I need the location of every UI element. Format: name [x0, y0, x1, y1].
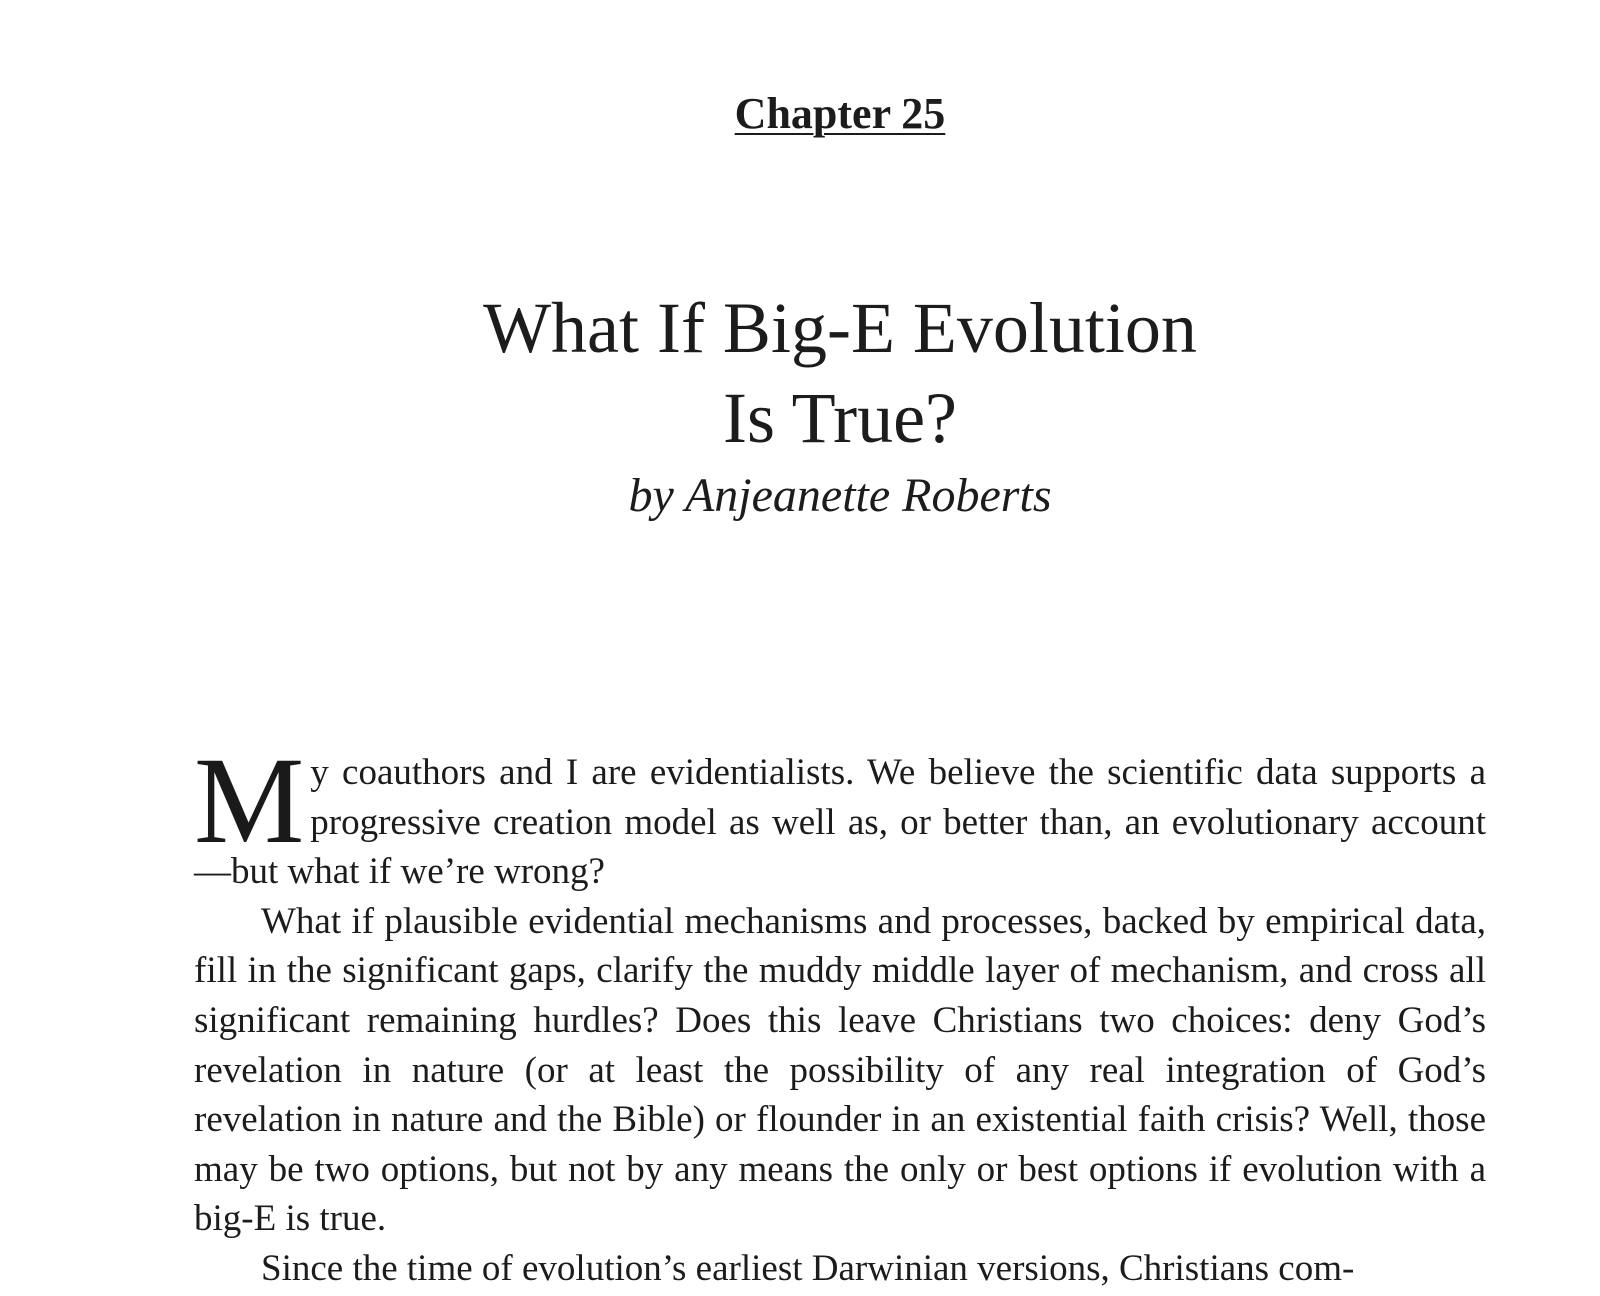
body-text	[194, 732, 1486, 1294]
paragraph-1-text: y coauthors and I are evidentialists. We believe the scientific data supports a progressive creation model as well as, or better than, an evolutionary account—but what if we’re wrong?	[194, 752, 1486, 893]
paragraph-3: Since the time of evolution’s earliest Darwinian versions, Christians com-	[261, 1247, 1355, 1289]
chapter-title	[0, 283, 1600, 463]
chapter-title-line-2: Is True?	[722, 378, 958, 458]
author-byline: by Anjeanette Roberts	[628, 469, 1052, 522]
chapter-title-line-1: What If Big-E Evolution	[483, 288, 1197, 368]
chapter-label: Chapter 25	[734, 89, 946, 138]
paragraph-2: What if plausible evidential mechanisms and processes, backed by empirical data, fill in the significant gaps, clarify the muddy middle layer of mechanism, and cross all significant remaining hurdles? Does this leave Christians two choices: deny God’s revelation in nature (or at least the possibility of any real integration of God’s revelation in nature and the Bible) or flounder in an existential faith crisis? Well, those may be two options, but not by any means the only or best options if evolution with a big-E is true.	[194, 900, 1486, 1240]
paragraph-1	[194, 732, 1486, 897]
drop-cap: M	[194, 732, 305, 869]
